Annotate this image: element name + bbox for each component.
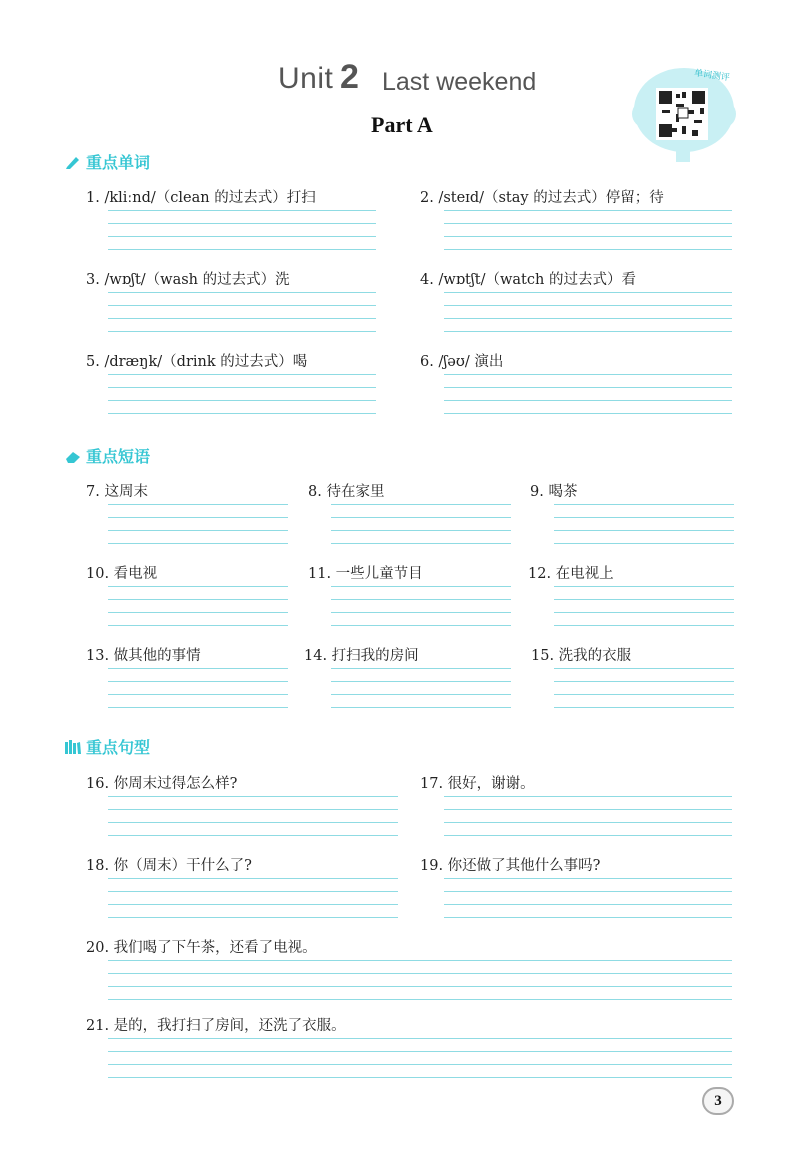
books-icon [64,739,82,755]
section-words-title: 重点单词 [86,153,151,172]
answer-lines[interactable] [108,796,398,848]
answer-lines[interactable] [554,668,734,720]
answer-lines[interactable] [331,504,511,556]
answer-lines[interactable] [444,210,732,262]
qr-code-tree[interactable] [632,64,736,164]
sentence-item: 20. 我们喝了下午茶，还看了电视。 [86,940,317,956]
sentence-item: 17. 很好，谢谢。 [420,776,535,792]
phrase-item: 7. 这周末 [86,484,148,500]
section-phrases-header [64,444,150,467]
answer-lines[interactable] [108,1038,732,1090]
word-item: 2. /steɪd/（stay 的过去式）停留；待 [420,190,664,206]
pencil-icon [64,154,82,170]
word-item: 4. /wɒtʃt/（watch 的过去式）看 [420,272,636,288]
word-item: 1. /kliːnd/（clean 的过去式）打扫 [86,190,316,206]
phrase-item: 10. 看电视 [86,566,158,582]
section-phrases-title: 重点短语 [86,447,151,466]
phrase-item: 14. 打扫我的房间 [304,648,419,664]
answer-lines[interactable] [108,374,376,426]
phrase-item: 15. 洗我的衣服 [531,648,632,664]
answer-lines[interactable] [331,586,511,638]
sentence-item: 16. 你周末过得怎么样? [86,776,238,792]
unit-label: Unit [278,62,334,95]
answer-lines[interactable] [444,878,732,930]
word-item: 3. /wɒʃt/（wash 的过去式）洗 [86,272,290,288]
answer-lines[interactable] [444,374,732,426]
answer-lines[interactable] [444,796,732,848]
page-number: 3 [702,1087,734,1115]
answer-lines[interactable] [108,586,288,638]
answer-lines[interactable] [108,210,376,262]
part-title: Part A [371,112,433,137]
sentence-item: 21. 是的，我打扫了房间，还洗了衣服。 [86,1018,346,1034]
answer-lines[interactable] [554,504,734,556]
answer-lines[interactable] [331,668,511,720]
phrase-item: 9. 喝茶 [530,484,578,500]
answer-lines[interactable] [108,960,732,1012]
section-sentences-header [64,735,150,758]
word-item: 5. /dræŋk/（drink 的过去式）喝 [86,354,308,370]
phrase-item: 8. 待在家里 [308,484,385,500]
phrase-item: 11. 一些儿童节目 [308,566,423,582]
qr-label: 单词测评 [693,68,731,84]
sentence-item: 19. 你还做了其他什么事吗? [420,858,601,874]
answer-lines[interactable] [108,878,398,930]
eraser-icon [64,448,82,464]
answer-lines[interactable] [444,292,732,344]
unit-title: Last weekend [382,68,537,96]
word-item: 6. /ʃəʊ/ 演出 [420,354,504,370]
section-words-header [64,150,150,173]
answer-lines[interactable] [554,586,734,638]
answer-lines[interactable] [108,504,288,556]
answer-lines[interactable] [108,668,288,720]
section-sentences-title: 重点句型 [86,738,151,757]
unit-number: 2 [340,58,359,96]
answer-lines[interactable] [108,292,376,344]
phrase-item: 13. 做其他的事情 [86,648,201,664]
phrase-item: 12. 在电视上 [528,566,614,582]
sentence-item: 18. 你（周末）干什么了? [86,858,252,874]
